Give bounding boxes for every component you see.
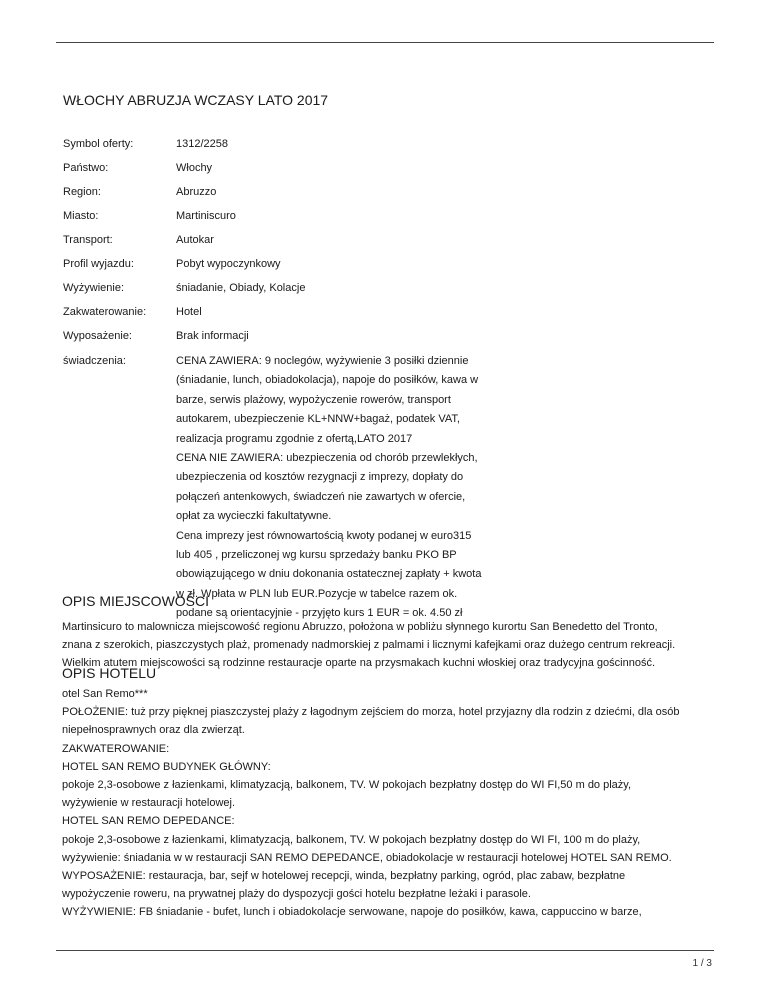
spec-value: Abruzzo [176, 186, 217, 198]
top-rule [56, 42, 714, 43]
services-line: (śniadanie, lunch, obiadokolacja), napoje do posiłków, kawa w [176, 374, 479, 387]
spec-label: Transport: [63, 234, 113, 246]
paragraph-line: Martinsicuro to malownicza miejscowość regionu Abruzzo, położona w pobliżu słynnego kurortu San Benedetto del Tronto, [62, 621, 658, 633]
services-line: w zł. Wpłata w PLN lub EUR.Pozycje w tabelce razem ok. [176, 587, 458, 600]
spec-label: Miasto: [63, 210, 99, 222]
spec-label: Symbol oferty: [63, 138, 134, 150]
spec-row-transport [63, 232, 663, 256]
spec-row-accommodation [63, 304, 663, 328]
services-line: autokarem, ubezpieczenie KL+NNW+bagaż, podatek VAT, [176, 413, 460, 426]
paragraph-line: wypożyczenie roweru, na prywatnej plaży do dyspozycji gości hotelu bezpłatne leżaki i parasole. [62, 888, 531, 901]
location-description [62, 618, 722, 673]
spec-label: Wyposażenie: [63, 330, 132, 342]
spec-row-meals [63, 280, 663, 304]
services-line: obowiązującego w dniu dokonania ostatecznej zapłaty + kwota [176, 568, 482, 581]
spec-label: Profil wyjazdu: [63, 258, 134, 270]
paragraph-line: wyżywienie: śniadania w w restauracji SAN REMO DEPEDANCE, obiadokolacje w restauracji hotelowej HOTEL SAN REMO. [62, 851, 672, 864]
spec-label: Zakwaterowanie: [63, 306, 147, 318]
spec-value: Włochy [176, 162, 213, 174]
page-title: WŁOCHY ABRUZJA WCZASY LATO 2017 [63, 92, 329, 108]
paragraph-line: wyżywienie w restauracji hotelowej. [62, 797, 236, 810]
section-heading-hotel: OPIS HOTELU [62, 665, 157, 681]
offer-specs [63, 136, 663, 624]
paragraph-line: pokoje 2,3-osobowe z łazienkami, klimatyzacją, balkonem, TV. W pokojach bezpłatny dostęp do WI FI, 100 m do plaży, [62, 833, 641, 846]
spec-value: Martiniscuro [176, 210, 236, 222]
services-line: połączeń antenkowych, świadczeń nie zawartych w ofercie, [176, 490, 466, 503]
hotel-description [62, 685, 722, 922]
services-line: Cena imprezy jest równowartością kwoty podanej w euro315 [176, 529, 472, 542]
paragraph-line: znana z szerokich, piaszczystych plaż, promenady nadmorskiej z palmami i licznymi kafejkami oraz dużego centrum rekreacji. [62, 639, 676, 652]
spec-value: Hotel [176, 306, 202, 318]
paragraph-line: WYPOSAŻENIE: restauracja, bar, sejf w hotelowej recepcji, winda, bezpłatny parking, ogród, plac zabaw, bezpłatne [62, 870, 626, 883]
spec-row-services [63, 352, 663, 624]
section-heading-location: OPIS MIEJSCOWOŚCI [62, 593, 210, 609]
spec-value: Autokar [176, 234, 214, 246]
paragraph-line: ZAKWATEROWANIE: [62, 742, 170, 755]
paragraph-line: niepełnosprawnych oraz dla zwierząt. [62, 724, 245, 737]
services-line: lub 405 , przeliczonej wg kursu sprzedaży banku PKO BP [176, 549, 457, 562]
services-line: ubezpieczenia od kosztów rezygnacji z imprezy, dopłaty do [176, 471, 464, 484]
paragraph-line: otel San Remo*** [62, 688, 148, 700]
bottom-rule [56, 950, 714, 951]
spec-row-region [63, 184, 663, 208]
spec-label: Wyżywienie: [63, 282, 125, 294]
spec-value: Pobyt wypoczynkowy [176, 258, 281, 270]
services-text [176, 352, 663, 624]
spec-row-equipment [63, 328, 663, 352]
services-line: barze, serwis plażowy, wypożyczenie rowerów, transport [176, 393, 451, 406]
services-line: podane są orientacyjnie - przyjęto kurs 1 EUR = ok. 4.50 zł [176, 607, 463, 620]
page-number: 1 / 3 [692, 958, 712, 969]
services-line: realizacja programu zgodnie z ofertą,LATO 2017 [176, 432, 413, 445]
spec-row-symbol [63, 136, 663, 160]
services-line: CENA NIE ZAWIERA: ubezpieczenia od chorób przewlekłych, [176, 452, 478, 465]
spec-label: Państwo: [63, 162, 109, 174]
paragraph-line: WYŻYWIENIE: FB śniadanie - bufet, lunch i obiadokolacje serwowane, napoje do posiłków, kawa, cappuccino w barze, [62, 906, 642, 919]
paragraph-line: POŁOŻENIE: tuż przy pięknej piaszczystej plaży z łagodnym zejściem do morza, hotel przyjazny dla rodzin z dziećmi, dla osób [62, 706, 680, 719]
spec-row-country [63, 160, 663, 184]
spec-row-profile [63, 256, 663, 280]
spec-row-city [63, 208, 663, 232]
paragraph-line: pokoje 2,3-osobowe z łazienkami, klimatyzacją, balkonem, TV. W pokojach bezpłatny dostęp do WI FI,50 m do plaży, [62, 779, 632, 792]
paragraph-line: HOTEL SAN REMO DEPEDANCE: [62, 815, 235, 828]
spec-value: 1312/2258 [176, 138, 228, 150]
spec-value: Brak informacji [176, 330, 249, 342]
paragraph-line: HOTEL SAN REMO BUDYNEK GŁÓWNY: [62, 760, 271, 773]
spec-value: śniadanie, Obiady, Kolacje [176, 282, 306, 294]
paragraph-line: Wielkim atutem miejscowości są rodzinne restauracje oparte na przysmakach kuchni włoskiej oraz tradycyjna gościnność. [62, 657, 656, 670]
spec-label: świadczenia: [63, 355, 126, 367]
services-line: opłat za wycieczki fakultatywne. [176, 510, 332, 523]
spec-label: Region: [63, 186, 101, 198]
services-line: CENA ZAWIERA: 9 noclegów, wyżywienie 3 posiłki dziennie [176, 355, 469, 367]
